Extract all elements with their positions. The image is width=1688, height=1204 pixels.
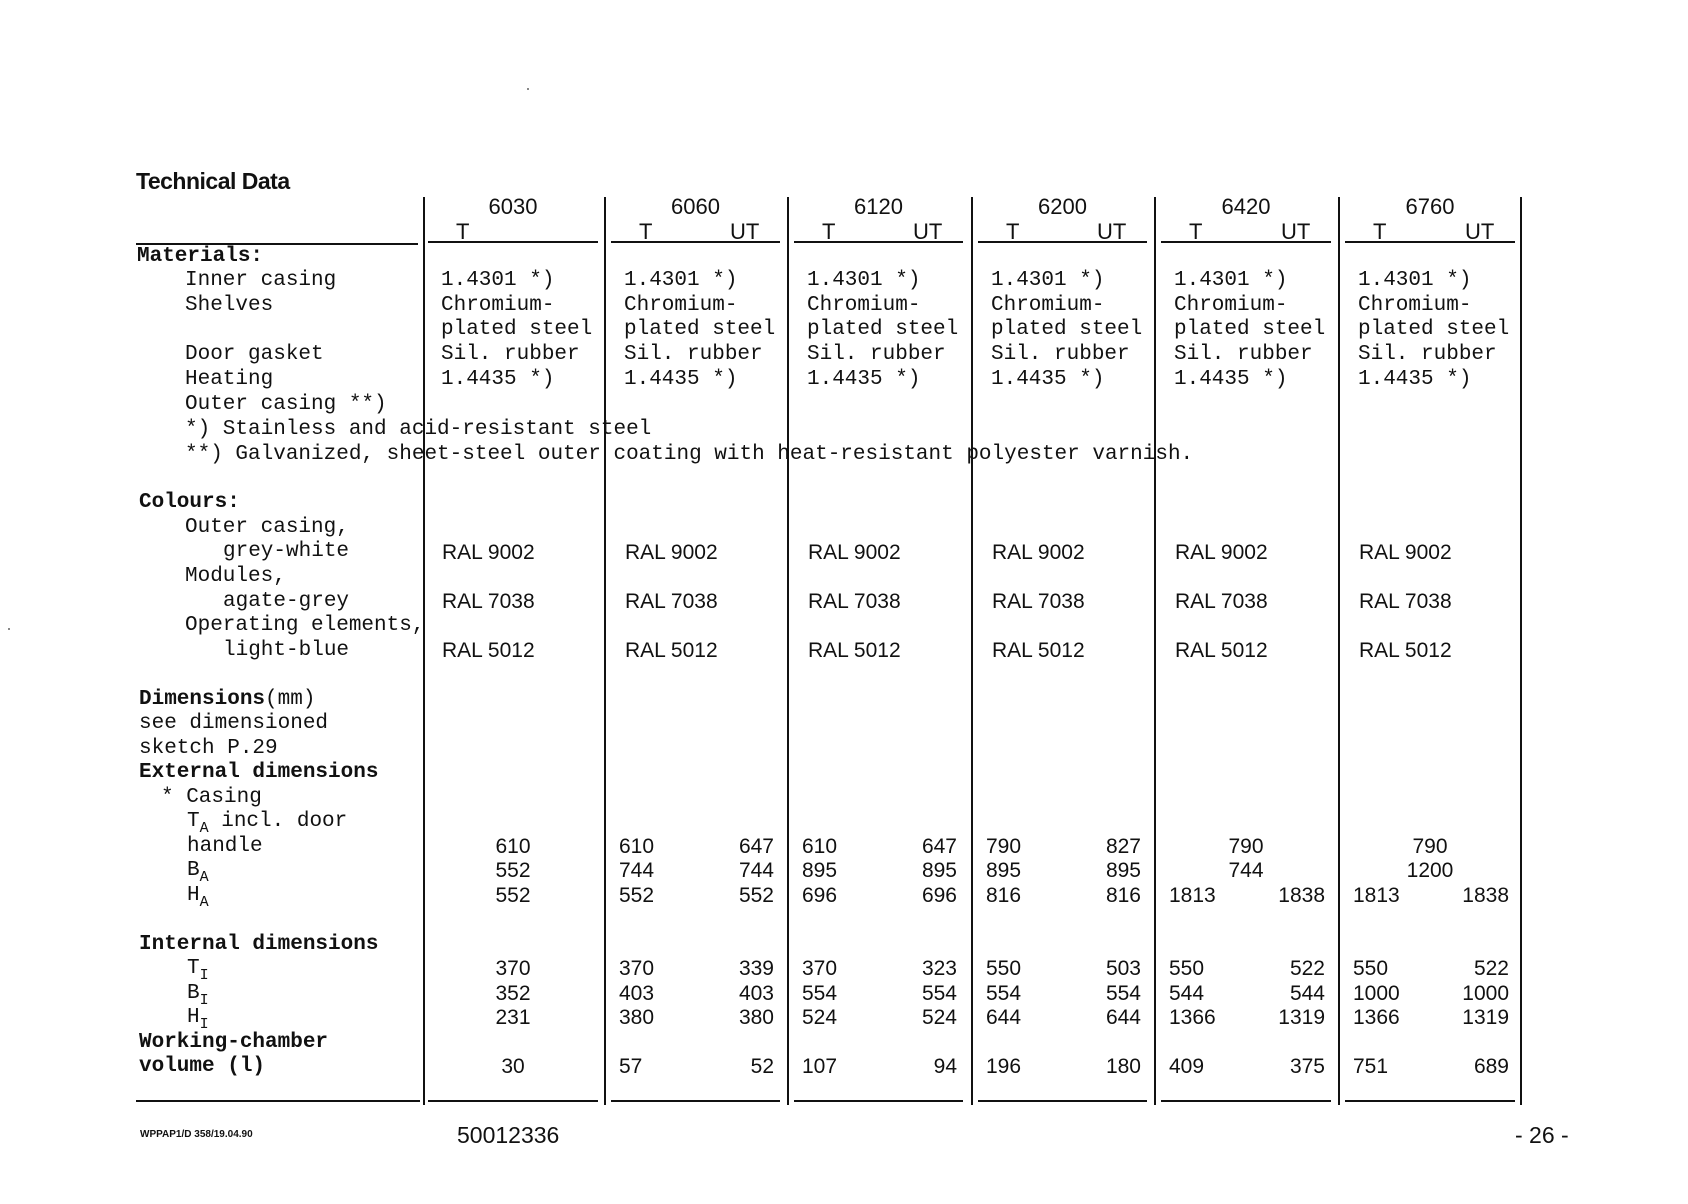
shelves-value: plated steel	[807, 318, 959, 341]
ha-value: 552	[738, 884, 774, 907]
ha-value: 1813	[1353, 884, 1400, 907]
colour-label: Outer casing,	[185, 516, 349, 539]
hi-value: 380	[738, 1006, 774, 1029]
bi-label-symbol: B	[187, 982, 200, 1005]
hi-value: 524	[802, 1006, 838, 1029]
column-divider	[1338, 478, 1340, 1105]
bottom-rule	[794, 1100, 963, 1102]
ta-label-text: incl. door	[208, 810, 348, 833]
ba-value: 744	[1228, 859, 1264, 882]
ta-value: 610	[619, 835, 655, 858]
ba-value: 895	[802, 859, 838, 882]
shelves-value: Chromium-	[991, 294, 1105, 317]
ba-value: 895	[986, 859, 1022, 882]
colour-value: RAL 5012	[442, 639, 535, 662]
model-variant-label: T	[1006, 219, 1020, 244]
shelves-value: Chromium-	[1358, 294, 1472, 317]
bi-value: 554	[986, 982, 1022, 1005]
bi-value: 352	[495, 982, 531, 1005]
material-label: Heating	[185, 368, 274, 391]
ba-label-symbol: B	[187, 859, 200, 882]
material-label: Door gasket	[185, 343, 324, 366]
bi-value: 554	[802, 982, 838, 1005]
casing-label: * Casing	[161, 786, 262, 809]
speck	[8, 628, 10, 630]
ti-value: 550	[1353, 957, 1389, 980]
ba-value: 744	[619, 859, 655, 882]
vol-value: 409	[1169, 1055, 1205, 1078]
heating-value: 1.4435 *)	[1174, 368, 1288, 391]
hi-value: 1319	[1462, 1006, 1509, 1029]
materials-heading: Materials:	[137, 245, 264, 268]
colour-value: RAL 9002	[808, 541, 901, 564]
bottom-rule	[611, 1100, 780, 1102]
hi-value: 231	[495, 1006, 531, 1029]
page-title: Technical Data	[136, 168, 290, 194]
ta-value: 790	[986, 835, 1022, 858]
bi-value: 1000	[1462, 982, 1509, 1005]
vol-value: 689	[1473, 1055, 1509, 1078]
dimensions-unit: (mm)	[265, 688, 316, 711]
model-variant-label: T	[822, 219, 836, 244]
bi-value: 544	[1289, 982, 1325, 1005]
colour-value: RAL 5012	[1359, 639, 1452, 662]
inner-casing-value: 1.4301 *)	[807, 269, 921, 292]
ti-value: 370	[619, 957, 655, 980]
ta-label-symbol: T	[187, 810, 200, 833]
ti-value: 503	[1105, 957, 1141, 980]
footer-doc-number: 50012336	[457, 1122, 560, 1148]
ha-value: 1838	[1462, 884, 1509, 907]
hi-value: 644	[1105, 1006, 1141, 1029]
colour-value: RAL 5012	[1175, 639, 1268, 662]
colour-value: RAL 9002	[442, 541, 535, 564]
ha-label-symbol: H	[187, 884, 200, 907]
material-label: Shelves	[185, 294, 274, 317]
ha-value: 1813	[1169, 884, 1216, 907]
heating-value: 1.4435 *)	[807, 368, 921, 391]
vol-value: 196	[986, 1055, 1022, 1078]
dimensions-note: sketch P.29	[139, 737, 278, 760]
shelves-value: plated steel	[1174, 318, 1326, 341]
ba-value: 552	[495, 859, 531, 882]
shelves-value: Chromium-	[624, 294, 738, 317]
model-header: 6060	[671, 194, 720, 219]
colour-value: RAL 9002	[1175, 541, 1268, 564]
bi-value: 554	[1105, 982, 1141, 1005]
colour-value: RAL 7038	[808, 590, 901, 613]
ta-label-subscript: A	[199, 820, 209, 837]
heating-value: 1.4435 *)	[441, 368, 555, 391]
colour-label: grey-white	[223, 540, 350, 563]
ha-label-subscript: A	[199, 894, 209, 911]
bi-label	[187, 982, 209, 1009]
model-variant-label: T	[456, 219, 470, 244]
material-label: Outer casing **)	[185, 393, 387, 416]
ha-value: 696	[802, 884, 838, 907]
model-variant-label: UT	[1097, 219, 1127, 244]
ha-value: 552	[495, 884, 531, 907]
model-header: 6120	[854, 194, 903, 219]
ti-value: 522	[1289, 957, 1325, 980]
column-divider	[604, 197, 606, 1105]
footnote-galvanized: **) Galvanized, sheet-steel outer coating with heat-resistant polyester varnish.	[185, 443, 1194, 466]
model-variant-label: UT	[913, 219, 943, 244]
ha-value: 552	[619, 884, 655, 907]
bi-value: 544	[1169, 982, 1205, 1005]
ti-value: 323	[921, 957, 957, 980]
ha-value: 1838	[1278, 884, 1325, 907]
door-gasket-value: Sil. rubber	[1358, 343, 1497, 366]
bottom-rule	[1161, 1100, 1331, 1102]
heating-value: 1.4435 *)	[1358, 368, 1472, 391]
colour-value: RAL 7038	[1359, 590, 1452, 613]
door-gasket-value: Sil. rubber	[624, 343, 763, 366]
colour-label: Modules,	[185, 565, 286, 588]
shelves-value: Chromium-	[441, 294, 555, 317]
bottom-rule	[1345, 1100, 1515, 1102]
colour-value: RAL 7038	[1175, 590, 1268, 613]
shelves-value: Chromium-	[1174, 294, 1288, 317]
speck	[527, 88, 529, 90]
header-rule	[428, 241, 598, 243]
vol-value: 375	[1289, 1055, 1325, 1078]
model-variant-label: UT	[1281, 219, 1311, 244]
footnote-stainless: *) Stainless and acid-resistant steel	[185, 418, 652, 441]
bottom-rule	[428, 1100, 598, 1102]
hi-label	[187, 1006, 209, 1033]
ti-label-subscript: I	[199, 967, 209, 984]
ta-value: 647	[921, 835, 957, 858]
column-divider	[787, 197, 789, 1105]
heating-value: 1.4435 *)	[991, 368, 1105, 391]
ta-label	[187, 810, 348, 837]
shelves-value: plated steel	[991, 318, 1143, 341]
model-variant-label: T	[639, 219, 653, 244]
model-variant-label: T	[1373, 219, 1387, 244]
shelves-value: plated steel	[624, 318, 776, 341]
colour-label: agate-grey	[223, 590, 350, 613]
ha-value: 816	[986, 884, 1022, 907]
colour-value: RAL 9002	[625, 541, 718, 564]
vol-value: 107	[802, 1055, 838, 1078]
ha-value: 696	[921, 884, 957, 907]
model-variant-label: UT	[1465, 219, 1495, 244]
ti-value: 339	[738, 957, 774, 980]
hi-value: 524	[921, 1006, 957, 1029]
footer-page-number: - 26 -	[1515, 1122, 1569, 1148]
ti-label	[187, 957, 209, 984]
bi-value: 1000	[1353, 982, 1400, 1005]
colour-value: RAL 9002	[1359, 541, 1452, 564]
ha-label	[187, 884, 209, 911]
colour-value: RAL 5012	[808, 639, 901, 662]
colour-value: RAL 7038	[442, 590, 535, 613]
inner-casing-value: 1.4301 *)	[441, 269, 555, 292]
volume-label: volume (l)	[139, 1055, 266, 1078]
ba-value: 895	[921, 859, 957, 882]
model-header: 6420	[1221, 194, 1271, 219]
colour-value: RAL 7038	[625, 590, 718, 613]
material-label: Inner casing	[185, 269, 337, 292]
colour-label: Operating elements,	[185, 614, 425, 637]
bi-label-subscript: I	[199, 992, 209, 1009]
ti-value: 522	[1473, 957, 1509, 980]
handle-label: handle	[187, 835, 263, 858]
bi-value: 403	[738, 982, 774, 1005]
vol-value: 30	[501, 1055, 525, 1078]
door-gasket-value: Sil. rubber	[441, 343, 580, 366]
ta-value: 827	[1105, 835, 1141, 858]
model-variant-label: T	[1189, 219, 1203, 244]
hi-value: 1366	[1353, 1006, 1400, 1029]
colour-label: light-blue	[223, 639, 350, 662]
bi-value: 554	[921, 982, 957, 1005]
model-header: 6030	[488, 194, 538, 219]
door-gasket-value: Sil. rubber	[807, 343, 946, 366]
ta-value: 790	[1412, 835, 1448, 858]
bottom-rule	[136, 1100, 420, 1102]
dimensions-heading	[139, 689, 315, 710]
vol-value: 94	[933, 1055, 957, 1078]
inner-casing-value: 1.4301 *)	[624, 269, 738, 292]
colour-value: RAL 9002	[992, 541, 1085, 564]
column-divider	[1520, 197, 1522, 1105]
inner-casing-value: 1.4301 *)	[1358, 269, 1472, 292]
bottom-rule	[978, 1100, 1147, 1102]
ha-value: 816	[1105, 884, 1141, 907]
colour-value: RAL 7038	[992, 590, 1085, 613]
inner-casing-value: 1.4301 *)	[1174, 269, 1288, 292]
heating-value: 1.4435 *)	[624, 368, 738, 391]
shelves-value: plated steel	[441, 318, 593, 341]
ba-label	[187, 859, 209, 886]
vol-value: 180	[1105, 1055, 1141, 1078]
ba-label-subscript: A	[199, 869, 209, 886]
shelves-value: plated steel	[1358, 318, 1510, 341]
colours-heading: Colours:	[139, 491, 240, 514]
vol-value: 751	[1353, 1055, 1389, 1078]
door-gasket-value: Sil. rubber	[991, 343, 1130, 366]
ta-value: 647	[738, 835, 774, 858]
ta-value: 610	[495, 835, 531, 858]
model-header: 6200	[1038, 194, 1087, 219]
hi-value: 644	[986, 1006, 1022, 1029]
column-divider	[971, 197, 973, 1105]
hi-value: 380	[619, 1006, 655, 1029]
dimensions-note: see dimensioned	[139, 712, 329, 735]
external-dimensions-heading: External dimensions	[139, 761, 379, 784]
model-header: 6760	[1405, 194, 1455, 219]
ta-value: 790	[1228, 835, 1264, 858]
hi-value: 1319	[1278, 1006, 1325, 1029]
inner-casing-value: 1.4301 *)	[991, 269, 1105, 292]
ti-value: 370	[495, 957, 531, 980]
ti-value: 370	[802, 957, 838, 980]
colour-value: RAL 5012	[625, 639, 718, 662]
shelves-value: Chromium-	[807, 294, 921, 317]
column-divider	[1154, 478, 1156, 1105]
volume-label: Working-chamber	[139, 1031, 329, 1054]
ti-value: 550	[1169, 957, 1205, 980]
ti-label-symbol: T	[187, 957, 200, 980]
hi-label-symbol: H	[187, 1006, 200, 1029]
footer-code: WPPAP1/D 358/19.04.90	[140, 1129, 253, 1140]
hi-label-subscript: I	[199, 1016, 209, 1033]
ta-value: 610	[802, 835, 838, 858]
vol-value: 57	[619, 1055, 643, 1078]
ba-value: 1200	[1406, 859, 1454, 882]
bi-value: 403	[619, 982, 655, 1005]
internal-dimensions-heading: Internal dimensions	[139, 933, 379, 956]
dimensions-title: Dimensions	[139, 688, 266, 711]
ba-value: 744	[738, 859, 774, 882]
model-variant-label: UT	[730, 219, 760, 244]
ba-value: 895	[1105, 859, 1141, 882]
colour-value: RAL 5012	[992, 639, 1085, 662]
door-gasket-value: Sil. rubber	[1174, 343, 1313, 366]
ti-value: 550	[986, 957, 1022, 980]
hi-value: 1366	[1169, 1006, 1216, 1029]
vol-value: 52	[750, 1055, 774, 1078]
